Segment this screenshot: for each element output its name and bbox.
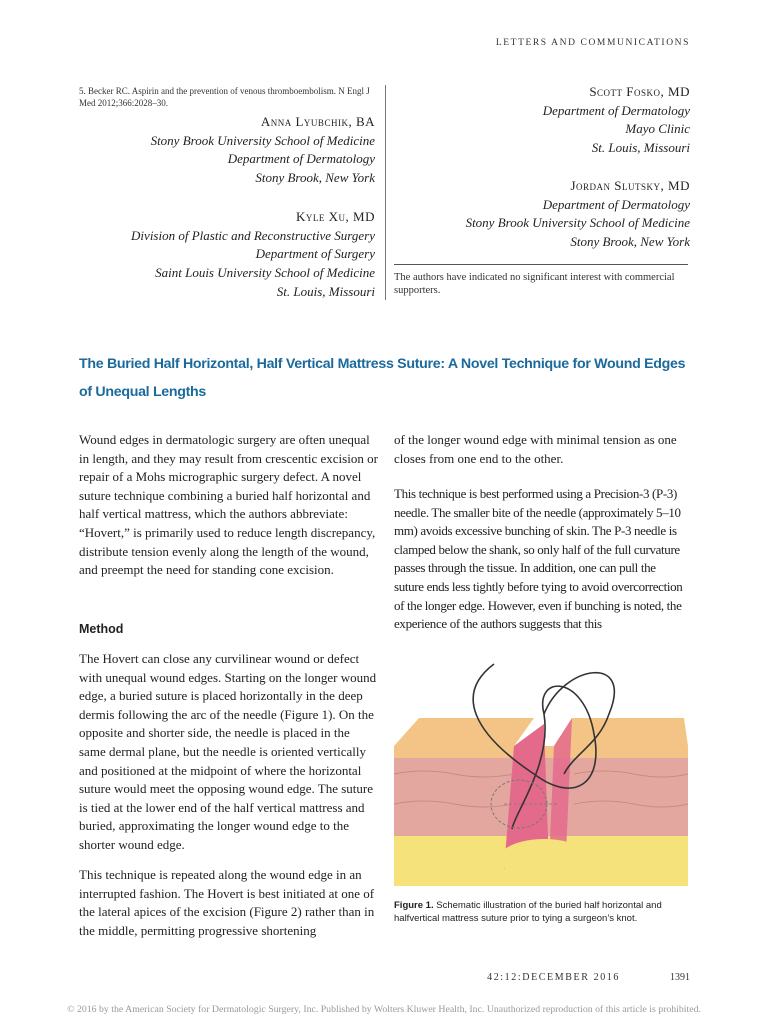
- author-affiliation: Mayo Clinic: [625, 121, 690, 137]
- figure-1-suture-illustration: [394, 654, 688, 894]
- figure-1-caption: [394, 900, 664, 925]
- author-name: Kyle Xu, MD: [296, 209, 375, 224]
- author-name: Jordan Slutsky, MD: [570, 178, 690, 193]
- author-affiliation: Stony Brook, New York: [570, 234, 690, 250]
- intro-paragraph: Wound edges in dermatologic surgery are often unequal in length, and they may result from crescentic excision or repair of a Mohs micrographic surgery defect. A novel suture technique combining a buried half horizontal and half vertical mattress, which the authors abbreviate: “Hovert,” is primarily used to reduce length discrepancy, distribute tension evenly along the length of the wound, and preempt the need for standing cone excision.: [79, 432, 378, 578]
- author-affiliation: Department of Surgery: [255, 246, 375, 262]
- author-name: Anna Lyubchik, BA: [260, 114, 375, 129]
- reference-5: 5. Becker RC. Aspirin and the prevention of venous thromboembolism. N Engl J Med 2012;366:2028–30.: [79, 86, 370, 108]
- figure-label: Figure 1.: [394, 900, 434, 911]
- epidermis-top-right: [554, 718, 688, 746]
- author-affiliation: St. Louis, Missouri: [276, 283, 375, 299]
- author-block-slutsky: [466, 177, 690, 252]
- column-divider: [385, 85, 386, 300]
- column2-paragraph-2: This technique is best performed using a Precision-3 (P-3) needle. The smaller bite of the needle (approximately 5–10 mm) avoids excessive bunching of skin. The P-3 needle is clamped below the shank, so only half of the full curvature passes through the tissue. In addition, one can pull the suture ends less tightly before tying to avoid overcorrection of the longer edge. However, even if bunching is noted, the experience of the authors suggests that this: [394, 486, 683, 632]
- author-affiliation: Department of Dermatology: [227, 151, 375, 167]
- author-affiliation: Stony Brook, New York: [255, 170, 375, 186]
- copyright-notice: © 2016 by the American Society for Dermatologic Surgery, Inc. Published by Wolters Kluwer Health, Inc. Unauthorized reproduction of this article is prohibited.: [67, 1004, 701, 1015]
- author-block-lyubchik: [151, 113, 375, 188]
- author-affiliation: St. Louis, Missouri: [591, 140, 690, 156]
- author-name: Scott Fosko, MD: [589, 84, 690, 99]
- author-affiliation: Stony Brook University School of Medicine: [150, 132, 375, 148]
- column2-paragraph-1: of the longer wound edge with minimal tension as one closes from one end to the other.: [394, 432, 677, 466]
- method-heading: Method: [79, 622, 124, 636]
- running-head: LETTERS AND COMMUNICATIONS: [495, 38, 690, 48]
- wound-base: [499, 839, 589, 879]
- page-number: 1391: [670, 972, 690, 983]
- author-block-fosko: [543, 83, 690, 158]
- disclosure-note: The authors have indicated no significant interest with commercial supporters.: [394, 264, 688, 297]
- issue-info: 42:12:DECEMBER 2016: [487, 972, 620, 983]
- author-affiliation: Department of Dermatology: [542, 102, 690, 118]
- method-paragraph-1: The Hovert can close any curvilinear wound or defect with unequal wound edges. Starting on the longer wound edge, a buried suture is placed horizontally in the deep dermis following the arc of the needle (Figure 1). On the opposite and shorter side, the needle is placed in the same dermal plane, but the needle is oriented vertically and positioned at the midpoint of where the horizontal suture would meet the opposing wound edge. The suture is tied at the lower end of the half vertical mattress and buried, approximating the longer wound edge to the shorter wound edge.: [79, 651, 377, 852]
- author-affiliation: Saint Louis University School of Medicine: [155, 265, 375, 281]
- author-affiliation: Department of Dermatology: [542, 196, 690, 212]
- article-title: The Buried Half Horizontal, Half Vertical Mattress Suture: A Novel Technique for Wound Edges of Unequal Lengths: [79, 356, 686, 400]
- epidermis-top-left: [394, 718, 534, 746]
- figure-caption-text: Schematic illustration of the buried half horizontal and halfvertical mattress suture prior to tying a surgeon’s knot.: [394, 900, 662, 924]
- author-affiliation: Division of Plastic and Reconstructive Surgery: [131, 227, 375, 243]
- author-block-xu: [131, 208, 375, 302]
- method-paragraph-2: This technique is repeated along the wound edge in an interrupted fashion. The Hovert is best initiated at one of the lateral apices of the excision (Figure 2) rather than in the middle, permitting progressive shortening: [79, 867, 375, 938]
- author-affiliation: Stony Brook University School of Medicine: [465, 215, 690, 231]
